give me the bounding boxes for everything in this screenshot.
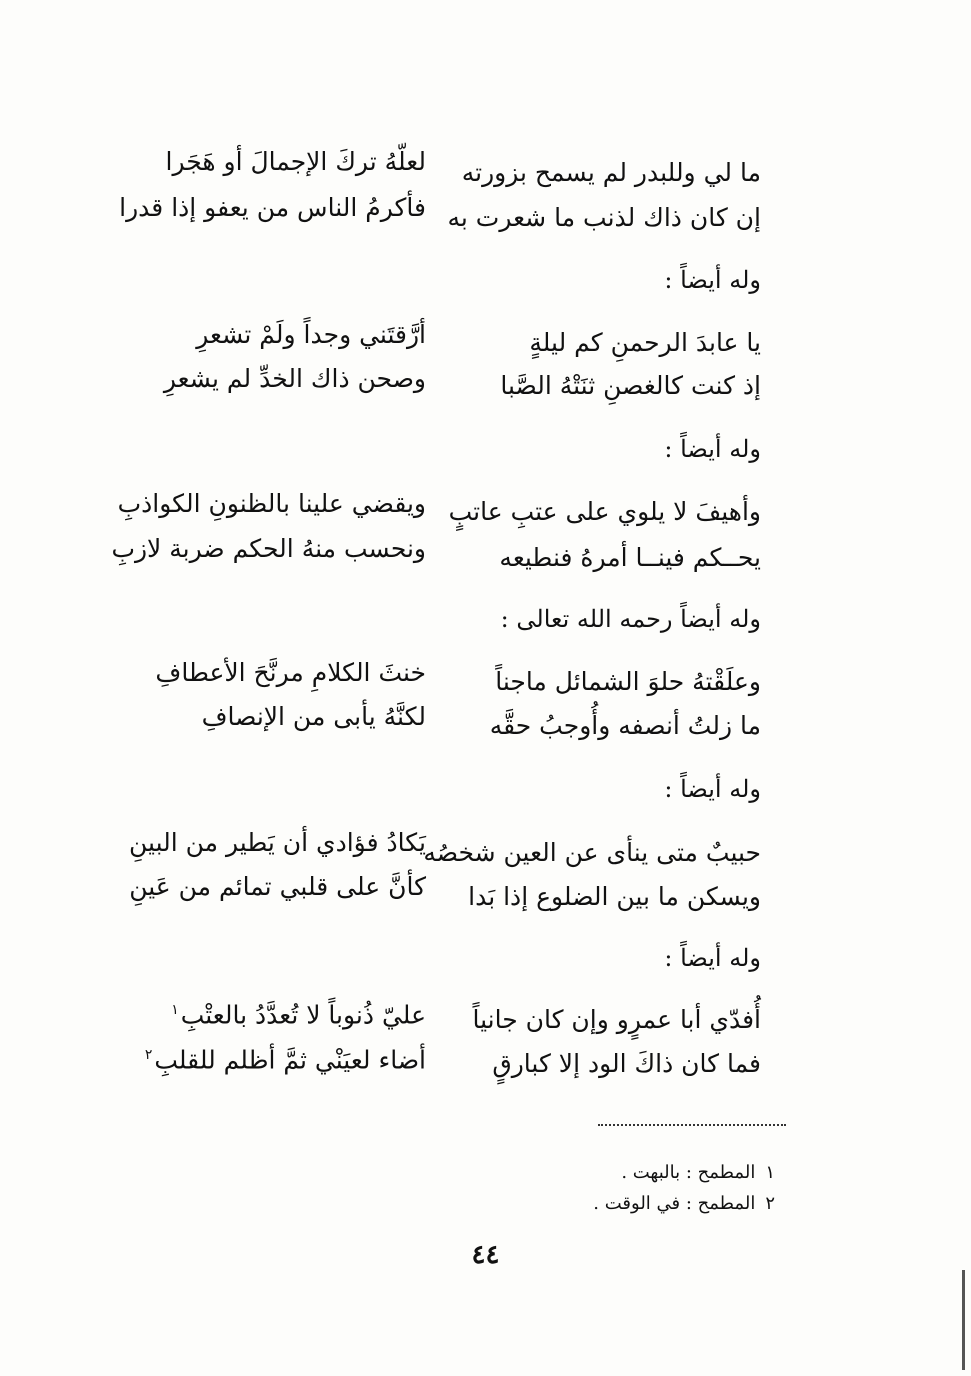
- verse-ajuz-text: عليّ ذُنوباً لا تُعدَّدُ بالعتْبِ: [180, 1000, 426, 1030]
- verse-sadr: وأهيفَ لا يلوي على عتبِ عاتبٍ: [448, 497, 761, 526]
- footnote-separator: [598, 1124, 786, 1126]
- verse-ajuz: ونحسب منهُ الحكم ضربة لازبِ: [111, 534, 426, 563]
- verse-ajuz: لكنَّهُ يأبى من الإنصافِ: [201, 702, 426, 731]
- verse-sadr: يا عابدَ الرحمنِ كم ليلةٍ: [529, 328, 761, 357]
- verse-ajuz: ويقضي علينا بالظنونِ الكواذبِ: [117, 489, 426, 518]
- verse-sadr: إذ كنت كالغصنِ ثنَتْهُ الصَّبا: [500, 371, 761, 400]
- verse-ajuz: وصحن ذاك الخدِّ لم يشعرِ: [163, 364, 426, 393]
- verse-sadr: ما لي وللبدر لم يسمح بزورته: [461, 158, 761, 187]
- poem-heading: وله أيضاً :: [664, 435, 761, 463]
- footnote-text: المطمح : بالبهت .: [621, 1162, 756, 1183]
- verse-ajuz: أرَّقتَني وجداً ولَمْ تشعرِ: [196, 320, 426, 349]
- poem-heading: وله أيضاً :: [664, 944, 761, 972]
- verse-sadr: إن كان ذاك لذنب ما شعرت به: [447, 203, 761, 232]
- footnote-marker: ١: [171, 1002, 179, 1018]
- poem-heading: وله أيضاً :: [664, 775, 761, 803]
- footnote-number: ١: [765, 1162, 775, 1183]
- verse-ajuz: [116, 1038, 426, 1077]
- verse-ajuz: لعلّهُ تركَ الإجمالَ أو هَجَرا: [165, 147, 426, 176]
- verse-sadr: أُفدّي أبا عمرٍو وإن كان جانياً: [472, 1005, 761, 1034]
- page-number: ٤٤: [471, 1240, 500, 1270]
- verse-sadr: وعلَقْتهُ حلوَ الشمائل ماجناً: [495, 667, 761, 696]
- verse-ajuz: خنثَ الكلامِ مرنَّحَ الأعطافِ: [155, 658, 426, 687]
- verse-ajuz: كأنَّ على قلبي تمائم من عَينِ: [129, 872, 426, 901]
- poem-heading: وله أيضاً :: [664, 266, 761, 294]
- verse-ajuz: [116, 993, 426, 1032]
- poem-heading: وله أيضاً رحمه الله تعالى :: [500, 605, 761, 633]
- scan-edge-mark: [962, 1270, 965, 1370]
- footnote-marker: ٢: [144, 1047, 153, 1063]
- footnote: [593, 1191, 775, 1217]
- footnote: [621, 1160, 775, 1186]
- verse-sadr: ويسكن ما بين الضلوع إذا بَدا: [468, 882, 761, 911]
- verse-sadr: فما كان ذاكَ الود إلا كبارقٍ: [492, 1049, 761, 1078]
- verse-sadr: حبيبٌ متى ينأى عن العين شخصُه: [423, 838, 761, 867]
- verse-ajuz-text: أضاء لعيَنْي ثمَّ أظلم للقلبِ: [154, 1045, 426, 1075]
- footnote-number: ٢: [765, 1193, 775, 1214]
- verse-ajuz: فأكرمُ الناس من يعفو إذا قدرا: [119, 193, 426, 222]
- verse-sadr: ما زلتُ أنصفه وأُوجبُ حقَّه: [489, 711, 761, 740]
- footnote-text: المطمح : في الوقت .: [593, 1193, 756, 1214]
- verse-sadr: يحــكم فينــا أمرهُ فنطيعه: [499, 543, 761, 572]
- verse-ajuz: يَكادُ فؤادي أن يَطير من البينِ: [129, 828, 426, 857]
